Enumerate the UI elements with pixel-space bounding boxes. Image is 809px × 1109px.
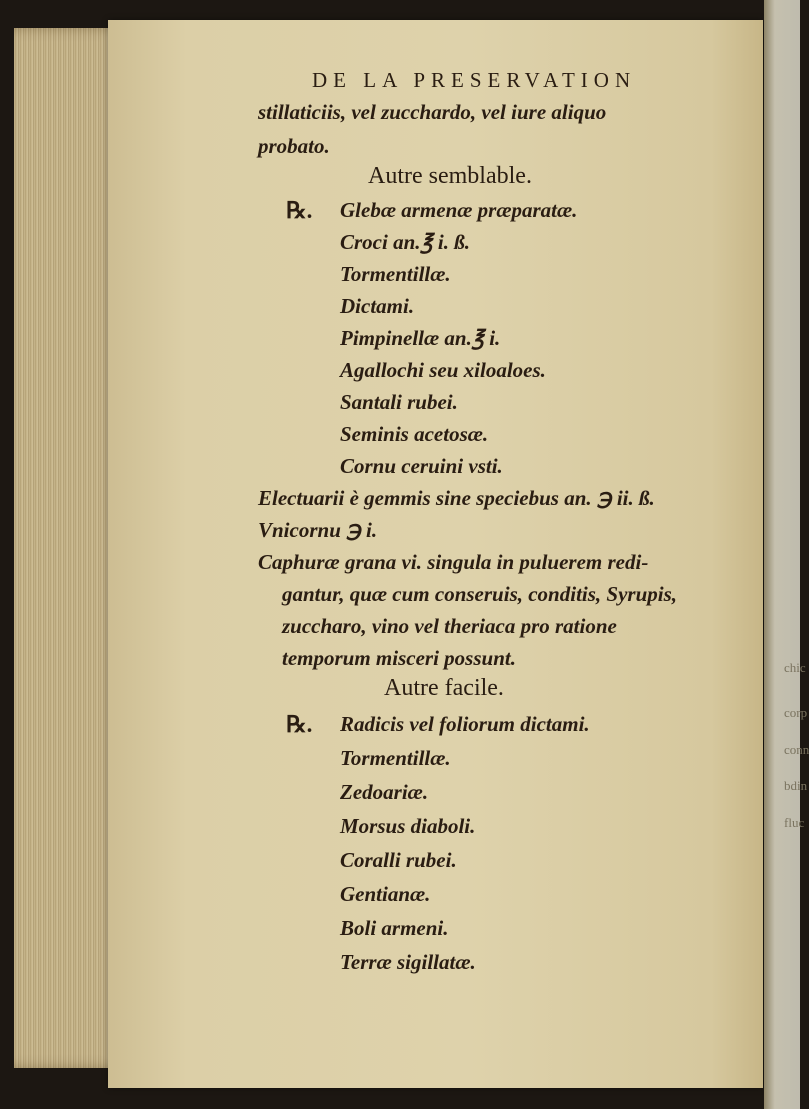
recipe-symbol: ℞. — [286, 712, 313, 737]
text-line: Electuarii è gemmis sine speciebus an. ℈ ii. ß. — [258, 486, 655, 510]
ingredient-line: Coralli rubei. — [340, 848, 457, 872]
running-header: DE LA PRESERVATION — [312, 68, 637, 92]
recipe-symbol: ℞. — [286, 198, 313, 223]
text-line: temporum misceri possunt. — [282, 646, 516, 670]
ingredient-line: Gentianæ. — [340, 882, 431, 906]
ingredient-line: Seminis acetosæ. — [340, 422, 489, 446]
ingredient-line: Tormentillæ. — [340, 262, 451, 286]
facing-page-fragment: corp — [784, 705, 808, 720]
facing-page-fragment: conn — [784, 742, 809, 757]
recipe-title: Autre facile. — [384, 675, 504, 701]
ingredient-line: Glebæ armenæ præparatæ. — [340, 198, 578, 222]
ingredient-line: Radicis vel foliorum dictami. — [340, 712, 590, 736]
ingredient-line: Dictami. — [340, 294, 415, 318]
facing-page-fragment: fluc — [784, 815, 805, 830]
facing-page-edge — [764, 0, 809, 1109]
ingredient-line: Tormentillæ. — [340, 746, 451, 770]
recipe-title: Autre semblable. — [368, 163, 532, 189]
ingredient-line: Boli armeni. — [340, 916, 449, 940]
text-line: Caphuræ grana vi. singula in puluerem redi- — [258, 550, 649, 574]
text-line: gantur, quæ cum conseruis, conditis, Syrupis, — [282, 582, 678, 606]
ingredient-line: Terræ sigillatæ. — [340, 950, 476, 974]
ingredient-line: Morsus diaboli. — [340, 814, 476, 838]
text-line: probato. — [258, 134, 330, 158]
ingredient-line: Agallochi seu xiloaloes. — [340, 358, 546, 382]
facing-page-fragment: bdin — [784, 778, 808, 793]
ingredient-line: Santali rubei. — [340, 390, 458, 414]
facing-page-fragment: chic — [784, 660, 806, 675]
ingredient-line: Croci an.℥ i. ß. — [340, 230, 470, 254]
ingredient-line: Pimpinellæ an.℥ i. — [340, 326, 501, 350]
text-line: Vnicornu ℈ i. — [258, 518, 378, 542]
ingredient-line: Zedoariæ. — [340, 780, 429, 804]
text-line: stillaticiis, vel zucchardo, vel iure aliquo — [258, 100, 607, 124]
text-line: zuccharo, vino vel theriaca pro ratione — [282, 614, 617, 638]
ingredient-line: Cornu ceruini vsti. — [340, 454, 503, 478]
